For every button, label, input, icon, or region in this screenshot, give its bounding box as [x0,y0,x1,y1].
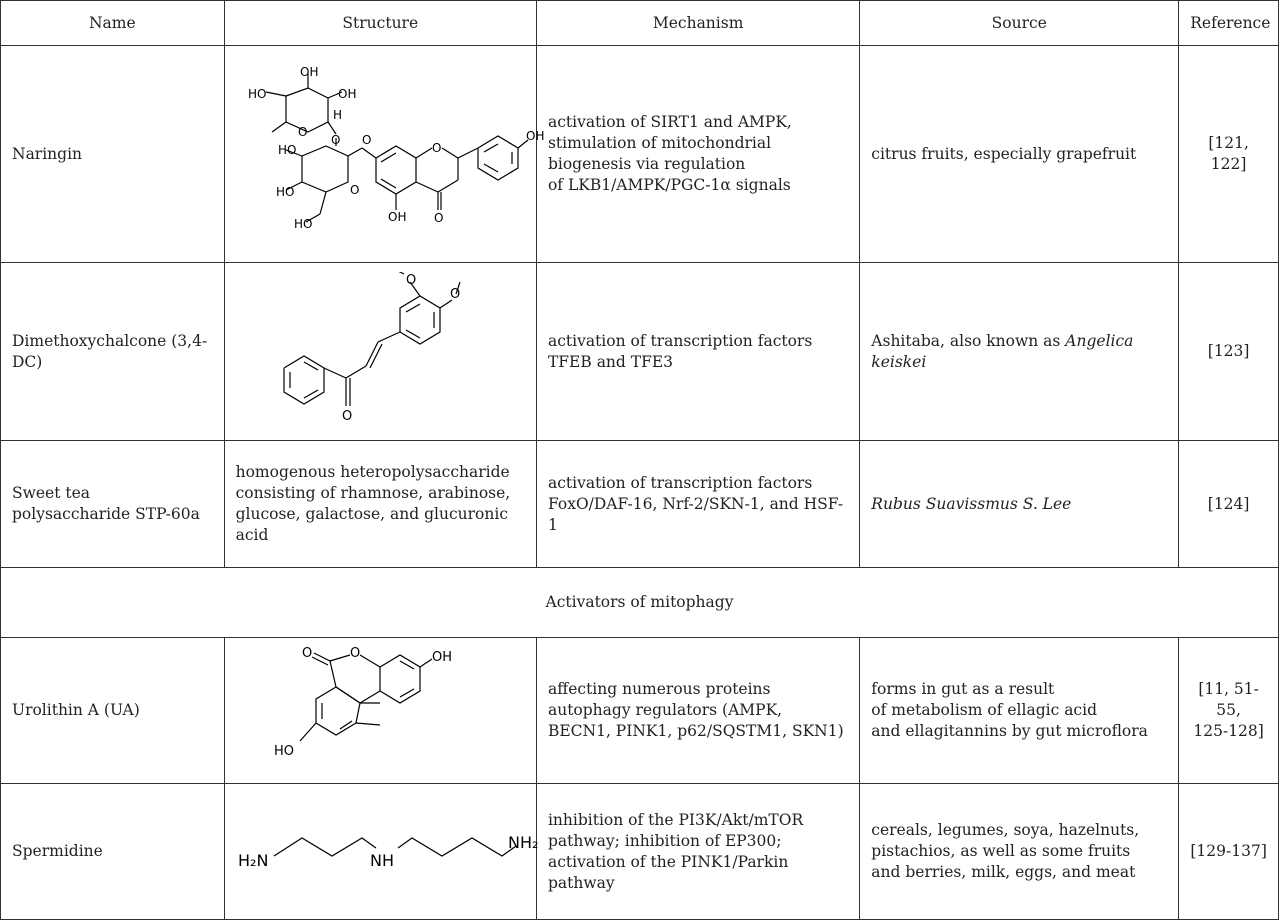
source-cell: Rubus Suavissmus S. Lee [860,441,1179,568]
mechanism-line: TFEB and TFE3 [547,352,674,371]
mechanism-line: pathway [547,873,615,892]
dimethoxychalcone-structure-image [270,272,490,432]
atom-label: HO [277,143,297,157]
compound-name: Spermidine [1,784,225,920]
mechanism-line: of LKB1/AMPK/PGC-1α signals [547,176,791,194]
structure-text: homogenous heteropolysaccharide consisting of rhamnose, arabinose, glucose, galactose, and glucuronic acid [224,441,536,568]
atom-label: HO [275,185,295,199]
mechanism-line: inhibition of the PI3K/Akt/mTOR [547,810,804,829]
atom-label: O [350,645,361,661]
atom-label: O [342,408,353,424]
mechanism-line: activation of SIRT1 and AMPK, [547,113,792,131]
reference-cell: [129-137] [1179,784,1279,920]
atom-label: OH [299,65,319,79]
atom-label: O [330,133,341,147]
section-title: Activators of mitophagy [1,568,1279,638]
urolithin-a-structure-image [270,645,490,777]
section-row [1,568,1279,638]
mechanism-line: activation of transcription factors [547,331,813,350]
mechanism-line: activation of the PINK1/Parkin [547,852,789,871]
mechanism-line: BECN1, PINK1, p62/SQSTM1, SKN1) [547,722,844,740]
reference-cell: [123] [1179,263,1279,441]
structure-cell [224,638,536,784]
mechanism-line: FoxO/DAF-16, Nrf-2/SKN-1, and HSF-1 [547,494,844,534]
atom-label: HO [293,217,313,231]
source-line: cereals, legumes, soya, hazelnuts, [871,821,1140,839]
header-name: Name [1,1,225,46]
reference-cell [1179,638,1279,784]
source-text: Ashitaba, also known as [871,331,1066,350]
atom-label: OH [387,210,407,224]
atom-label: H₂N [237,850,269,870]
source-line: of metabolism of ellagic acid [871,701,1097,719]
mechanism-cell [536,441,859,568]
mechanism-cell [536,784,859,920]
source-species: Angelica keiskei [871,331,1134,371]
naringin-structure-image [236,64,546,244]
atom-label: O [302,645,313,661]
atom-label: NH₂ [507,832,539,852]
atom-label: OH [432,649,453,665]
table-row [1,263,1279,441]
mechanism-cell [536,263,859,441]
source-cell: citrus fruits, especially grapefruit [860,46,1179,263]
structure-cell [224,46,545,263]
mechanism-cell [536,638,859,784]
atom-label: H [332,108,342,122]
atom-label: NH [369,850,394,870]
reference-cell: [121, 122] [1179,46,1279,263]
source-cell [860,784,1179,920]
header-row [1,1,1279,46]
atom-label: O [433,211,444,225]
mechanism-line: autophagy regulators (AMPK, [547,701,783,719]
header-source: Source [860,1,1179,46]
mechanism-line: affecting numerous proteins [547,680,771,698]
atom-label: O [406,272,417,288]
source-line: forms in gut as a result [871,680,1055,698]
spermidine-structure-image [236,822,542,882]
atom-label: OH [525,129,545,143]
atom-label: O [349,183,360,197]
reference-cell: [124] [1179,441,1279,568]
source-cell [860,638,1179,784]
atom-label: OH [337,87,357,101]
mechanism-line: biogenesis via regulation [547,155,746,173]
table-row [1,638,1279,784]
compound-name: Urolithin A (UA) [1,638,225,784]
reference-line: 125-128] [1193,722,1264,740]
reference-line: [11, 51-55, [1198,680,1259,719]
table-row [1,441,1279,568]
source-cell [860,263,1179,441]
header-mechanism: Mechanism [536,1,859,46]
atom-label: HO [247,87,267,101]
atom-label: O [450,286,461,302]
compound-name: Naringin [1,46,225,263]
source-line: and berries, milk, eggs, and meat [871,863,1136,881]
mechanism-line: stimulation of mitochondrial [547,134,772,152]
compound-name: Dimethoxychalcone (3,4-DC) [1,263,225,441]
atom-label: HO [274,743,295,759]
structure-cell [224,263,536,441]
source-line: pistachios, as well as some fruits [871,842,1131,860]
source-line: and ellagitannins by gut microflora [871,722,1148,740]
atom-label: O [297,125,308,139]
atom-label: O [431,141,442,155]
header-reference: Reference [1179,1,1279,46]
table-row [1,784,1279,920]
mechanism-cell [536,46,859,263]
compound-name: Sweet tea polysaccharide STP-60a [1,441,225,568]
table-row [1,46,1279,263]
header-structure: Structure [224,1,536,46]
mechanism-line: activation of transcription factors [547,473,813,492]
atom-label: O [361,133,372,147]
mechanism-line: pathway; inhibition of EP300; [547,831,782,850]
structure-cell [224,784,539,920]
